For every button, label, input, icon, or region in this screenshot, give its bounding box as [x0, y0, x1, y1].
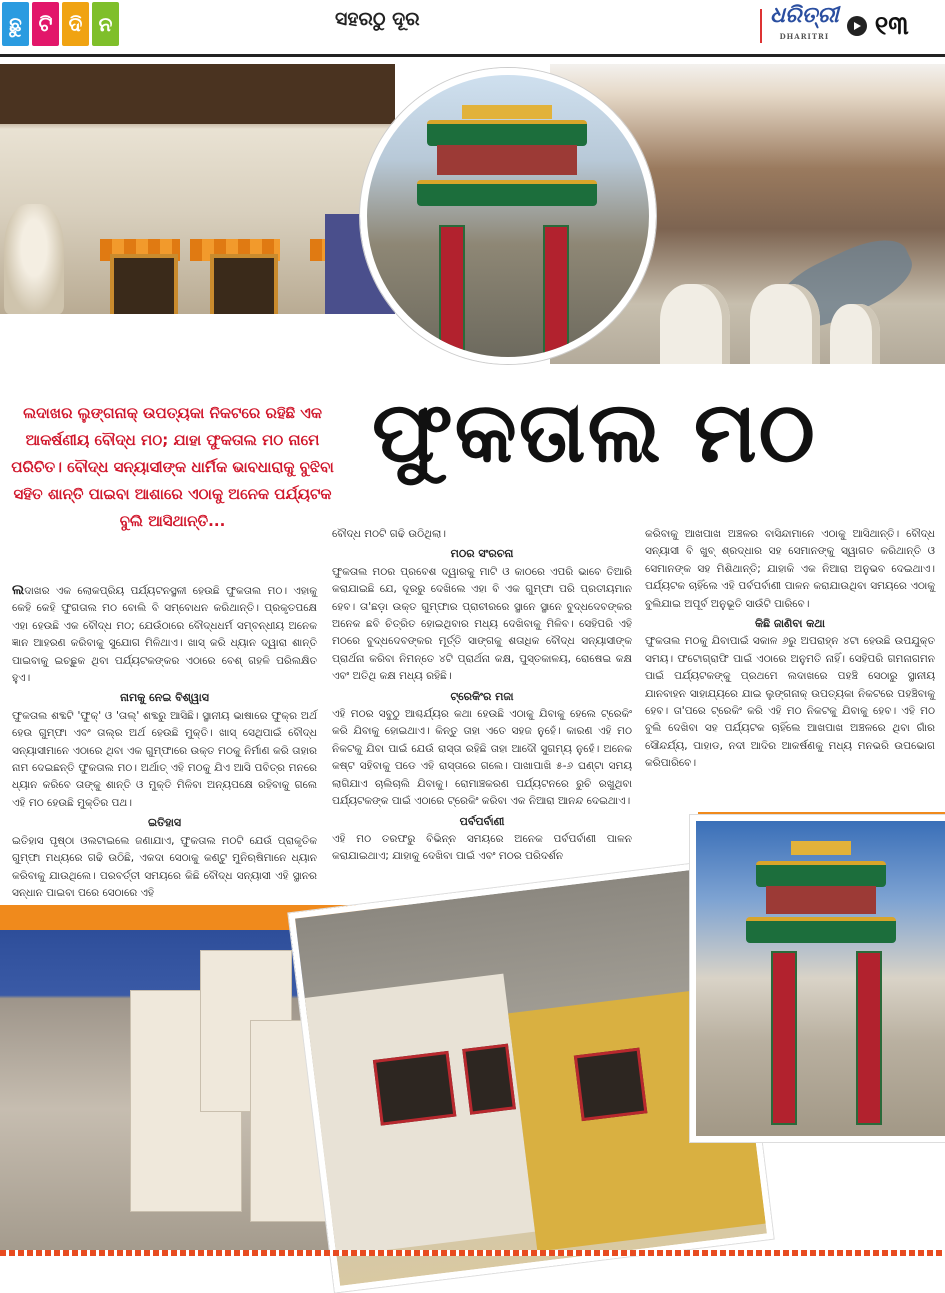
paragraph: ଏହି ମଠର ସବୁଠୁ ଆଶ୍ଚର୍ଯ୍ୟର କଥା ହେଉଛି ଏଠାକୁ ଯିବାକୁ ହେଲେ ଟ୍ରେକିଂ କରି ଯିବାକୁ ହୋଇଥାଏ। କିନ୍ତୁ ତାହା ଏତେ ସହଜ ନୁହେଁ। କାରଣ ଏହି ମଠ ନିକଟକୁ ଯିବା ପାଇଁ ଯେଉଁ ରାସ୍ତା ରହିଛି ତାହା ଆଦୌ ସୁଗମ୍ୟ ନୁହେଁ। ଅନେକ କଷ୍ଟ ସହିବାକୁ ପଡେ ଏହି ରାସ୍ତାରେ ଗଲେ। ପାଖାପାଖି ୫-୬ ଘଣ୍ଟା ସମୟ ଲାଗିଯାଏ ଚାଲିଚାଲି ଯିବାକୁ। ରୋମାଞ୍ଚକରଣ ପର୍ଯ୍ୟଟନରେ ରୁଚି ରଖୁଥିବା ପର୍ଯ୍ୟଟକଙ୍କ ପାଇଁ ଏଠାରେ ଟ୍ରେକିଂ କରିବା ଏକ ନିଆରା ଆନନ୍ଦ ଦେଇଥାଏ।	[332, 708, 632, 808]
paragraph: ବୌଦ୍ଧ ମଠଟି ଗଢି ଉଠିଥିଲା।	[332, 528, 446, 540]
play-icon	[847, 16, 867, 36]
subheading: ପର୍ବପର୍ବାଣୀ	[459, 814, 505, 828]
paragraph: ଫୁକତାଲ ଶବ୍ଦଟି 'ଫୁକ୍' ଓ 'ତାଲ୍' ଶବ୍ଦରୁ ଆସିଛି। ସ୍ଥାନୀୟ ଭାଷାରେ ଫୁକ୍‌ର ଅର୍ଥ ହେଉ ଗୁମ୍ଫା ଏବଂ ତାଲ୍‌ର ଅର୍ଥ ହେଉଛି ମୁକ୍ତି। ଖାସ୍ ସେଥିପାଇଁ ବୌଦ୍ଧ ସନ୍ୟାସୀମାନେ ଏଠାରେ ଥିବା ଏକ ଗୁମ୍ଫାରେ ଉକ୍ତ ମଠକୁ ନିର୍ମାଣ କରି ତାହାର ନାମ ଦେଇଛନ୍ତି ଫୁକତାଲ ମଠ। ଅର୍ଥାତ୍ ଏହି ମଠକୁ ଯିଏ ଆସି ପବିତ୍ର ମନରେ ଧ୍ୟାନ କରିବେ ତାଙ୍କୁ ଶାନ୍ତି ଓ ମୁକ୍ତି ମିଳିବା ଅନ୍ୟପକ୍ଷେ ରହିବାକୁ ଗଲେ ଏହି ମଠ ହେଉଛି ମୁକ୍ତିର ପଥ।	[12, 709, 317, 809]
masthead	[0, 0, 945, 58]
page-number: ୧୩	[874, 10, 909, 41]
subheading: କିଛି ଜାଣିବା କଥା	[754, 617, 826, 631]
brand-tile-3: ଦି	[62, 2, 89, 46]
paper-logo	[770, 4, 839, 48]
header-rule	[0, 54, 945, 57]
paragraph: ଫୁକତାଲ ମଠର ପ୍ରବେଶ ଦ୍ୱାରକୁ ମାଟି ଓ କାଠରେ ଏପରି ଭାବେ ତିଆରି କରାଯାଇଛି ଯେ, ଦୂରରୁ ଦେଖିଲେ ଏହା ବି ଏକ ଗୁମ୍ଫା ପରି ପ୍ରତୀୟମାନ ହେବ। ତା'ଛଡ଼ା ଉକ୍ତ ଗୁମ୍ଫାର ପ୍ରାଚୀରରେ ସ୍ଥାନେ ସ୍ଥାନେ ବୁଦ୍ଧଦେବଙ୍କର ଅନେକ ଛବି ଚିତ୍ରିତ ହୋଇଥିବାର ମଧ୍ୟ ଦେଖିବାକୁ ମିଳିବ। ସେହିପରି ଏହି ମଠରେ ବୁଦ୍ଧଦେବଙ୍କର ମୂର୍ତ୍ତି ସାଙ୍ଗକୁ ଶତାଧିକ ବୌଦ୍ଧ ସନ୍ୟାସୀଙ୍କ ପ୍ରାର୍ଥନା କରିବା ନିମନ୍ତେ ୪ଟି ପ୍ରାର୍ଥନା କକ୍ଷ, ପୁସ୍ତକାଳୟ, ରୋଷେଇ କକ୍ଷ ଏବଂ ଅତିଥି କକ୍ଷ ମଧ୍ୟ ରହିଛି।	[332, 565, 632, 683]
brand-tile-4: ନ	[92, 2, 119, 46]
paper-info	[760, 4, 909, 48]
article-column-2	[332, 526, 632, 866]
photo-monastery-facade	[0, 64, 395, 314]
subheading: ମଠର ସଂରଚନା	[450, 547, 514, 561]
brand-tile-2: ଟି	[32, 2, 59, 46]
article-column-1	[12, 582, 317, 902]
paragraph: ଏହି ମଠ ତରଫରୁ ବିଭିନ୍ନ ସମୟରେ ଅନେକ ପର୍ବପର୍ବାଣୀ ପାଳନ କରାଯାଇଥାଏ; ଯାହାକୁ ଦେଖିବା ପାଇଁ ଏବଂ ମଠର ପରିଦର୍ଶନ	[332, 832, 632, 863]
section-title: ସହରଠୁ ଦୂର	[335, 8, 420, 30]
paragraph: କରିବାକୁ ଆଖପାଖ ଅଞ୍ଚଳର ବାସିନ୍ଦାମାନେ ଏଠାକୁ ଆସିଥାନ୍ତି। ବୌଦ୍ଧ ସନ୍ୟାସୀ ବି ଖୁବ୍ ଶ୍ରଦ୍ଧାର ସହ ସେମାନଙ୍କୁ ସ୍ୱାଗତ କରିଥାନ୍ତି ଓ ସେମାନଙ୍କ ସହ ମିଶିଥାନ୍ତି; ଯାହାକି ଏକ ନିଆରା ଅନୁଭବ ଦେଇଥାଏ। ପର୍ଯ୍ୟଟକ ଚାହିଁଲେ ଏହି ପର୍ବପର୍ବାଣୀ ପାଳନ କରାଯାଉଥିବା ସମୟରେ ଏଠାକୁ ବୁଲିଯାଇ ଅପୂର୍ବ ଅନୁଭୂତି ସାଉଁଟି ପାରିବେ।	[645, 528, 935, 610]
divider	[760, 9, 762, 43]
article-intro: ଲଦାଖର ଲୁଙ୍ଗନାକ୍ ଉପତ୍ୟକା ନିକଟରେ ରହିଛି ଏକ ଆକର୍ଷଣୀୟ ବୌଦ୍ଧ ମଠ; ଯାହା ଫୁକତାଲ ମଠ ନାମେ ପରିଚିତ। ବୌଦ୍ଧ ସନ୍ୟାସୀଙ୍କ ଧାର୍ମିକ ଭାବଧାରାକୁ ବୁଝିବା ସହିତ ଶାନ୍ତି ପାଇବା ଆଶାରେ ଏଠାକୁ ଅନେକ ପର୍ଯ୍ୟଟକ ବୁଲି ଆସିଥାନ୍ତି...	[11, 404, 334, 530]
article-title: ଫୁକତାଲ ମଠ	[372, 383, 817, 481]
section-brand	[2, 2, 119, 46]
brand-tile-1: ଛୁ	[2, 2, 29, 46]
paper-subname: DHARITRI	[779, 32, 830, 41]
paper-name: ଧରିତ୍ରୀ	[770, 2, 839, 28]
paragraph: ଇତିହାସ ପୃଷ୍ଠା ଓଲଟାଇଲେ ଜଣାଯାଏ, ଫୁକତାଲ ମଠଟି ଯେଉଁ ପ୍ରାକୃତିକ ଗୁମ୍ଫା ମଧ୍ୟରେ ଗଢି ଉଠିଛି, ଏକଦା ସେଠାକୁ କଣ୍ଟୁ ମୁନିଋଷିମାନେ ଧ୍ୟାନ କରିବାକୁ ଯାଉଥିଲେ। ପରବର୍ତ୍ତୀ ସମୟରେ କିଛି ବୌଦ୍ଧ ସନ୍ୟାସୀ ଏହି ସ୍ଥାନର ସନ୍ଧାନ ପାଇବା ପରେ ସେଠାରେ ଏହି	[12, 834, 317, 899]
photo-gate-valley	[690, 815, 945, 1142]
footer-rule	[0, 1250, 945, 1256]
drop-cap: ଲ	[12, 582, 25, 598]
subheading: ଇତିହାସ	[147, 816, 182, 830]
article-column-3	[645, 526, 935, 773]
paragraph	[12, 582, 317, 687]
subheading: ନାମକୁ ନେଇ ବିଶ୍ୱାସ	[120, 691, 209, 705]
subheading: ଟ୍ରେକିଂର ମଜା	[450, 689, 514, 703]
photo-gate-circle	[360, 68, 656, 364]
paragraph-text: ଦାଖର ଏକ ଲୋକପ୍ରିୟ ପର୍ଯ୍ୟଟନସ୍ଥଳୀ ହେଉଛି ଫୁକତାଲ ମଠ। ଏହାକୁ କେହି କେହି ଫୁଗତାଲ ମଠ ବୋଲି ବି ସମ୍ବୋଧନ କରିଥାନ୍ତି। ପ୍ରକୃତପକ୍ଷେ ଏହା ହେଉଛି ଏକ ବୌଦ୍ଧ ମଠ; ଯେଉଁଠାରେ ବୌଦ୍ଧଧର୍ମ ସମ୍ବନ୍ଧୀୟ ଅନେକ ଜ୍ଞାନ ଆହରଣ କରିବାକୁ ସୁଯୋଗ ମିଳିଥାଏ। ଖାସ୍ କରି ଧ୍ୟାନ ଦ୍ୱାରା ଶାନ୍ତି ପାଇବାକୁ ଇଚ୍ଛୁକ ଥିବା ପର୍ଯ୍ୟଟକଙ୍କର ଏଠାରେ ବେଶ୍ ଗହଳି ପରିଲକ୍ଷିତ ହୁଏ।	[12, 585, 317, 685]
paragraph: ଫୁକତାଲ ମଠକୁ ଯିବାପାଇଁ ସକାଳ ୬ରୁ ଅପରାହ୍ନ ୪ଟା ହେଉଛି ଉପଯୁକ୍ତ ସମୟ। ଫଟୋଗ୍ରାଫି ପାଇଁ ଏଠାରେ ଅନୁମତି ନାହିଁ। ସେହିପରି ଗମନାଗମନ ପାଇଁ ପର୍ଯ୍ୟଟକଙ୍କୁ ପ୍ରଥମେ ଲଦାଖରେ ପହଞ୍ଚି ସେଠାରୁ ସ୍ଥାନୀୟ ଯାନବାହନ ସାହାଯ୍ୟରେ ଯାଇ ଲୁଙ୍ଗନାକ୍ ଉପତ୍ୟକା ନିକଟରେ ପହଞ୍ଚିବାକୁ ହେବ। ତା'ପରେ ଟ୍ରେକିଂ କରି ଏହି ମଠ ନିକଟକୁ ଯିବାକୁ ହେବ। ଏହି ମଠ ବୁଲି ଦେଖିବା ସହ ପର୍ଯ୍ୟଟକ ଚାହିଁଲେ ଆଖପାଖ ଅଞ୍ଚଳରେ ଥିବା ଗାଁର ସୌନ୍ଦର୍ଯ୍ୟ, ପାହାଡ, ନଦୀ ଆଦିର ଆକର୍ଷଣକୁ ମଧ୍ୟ ମନଭରି ଉପଭୋଗ କରିପାରିବେ।	[645, 635, 935, 770]
